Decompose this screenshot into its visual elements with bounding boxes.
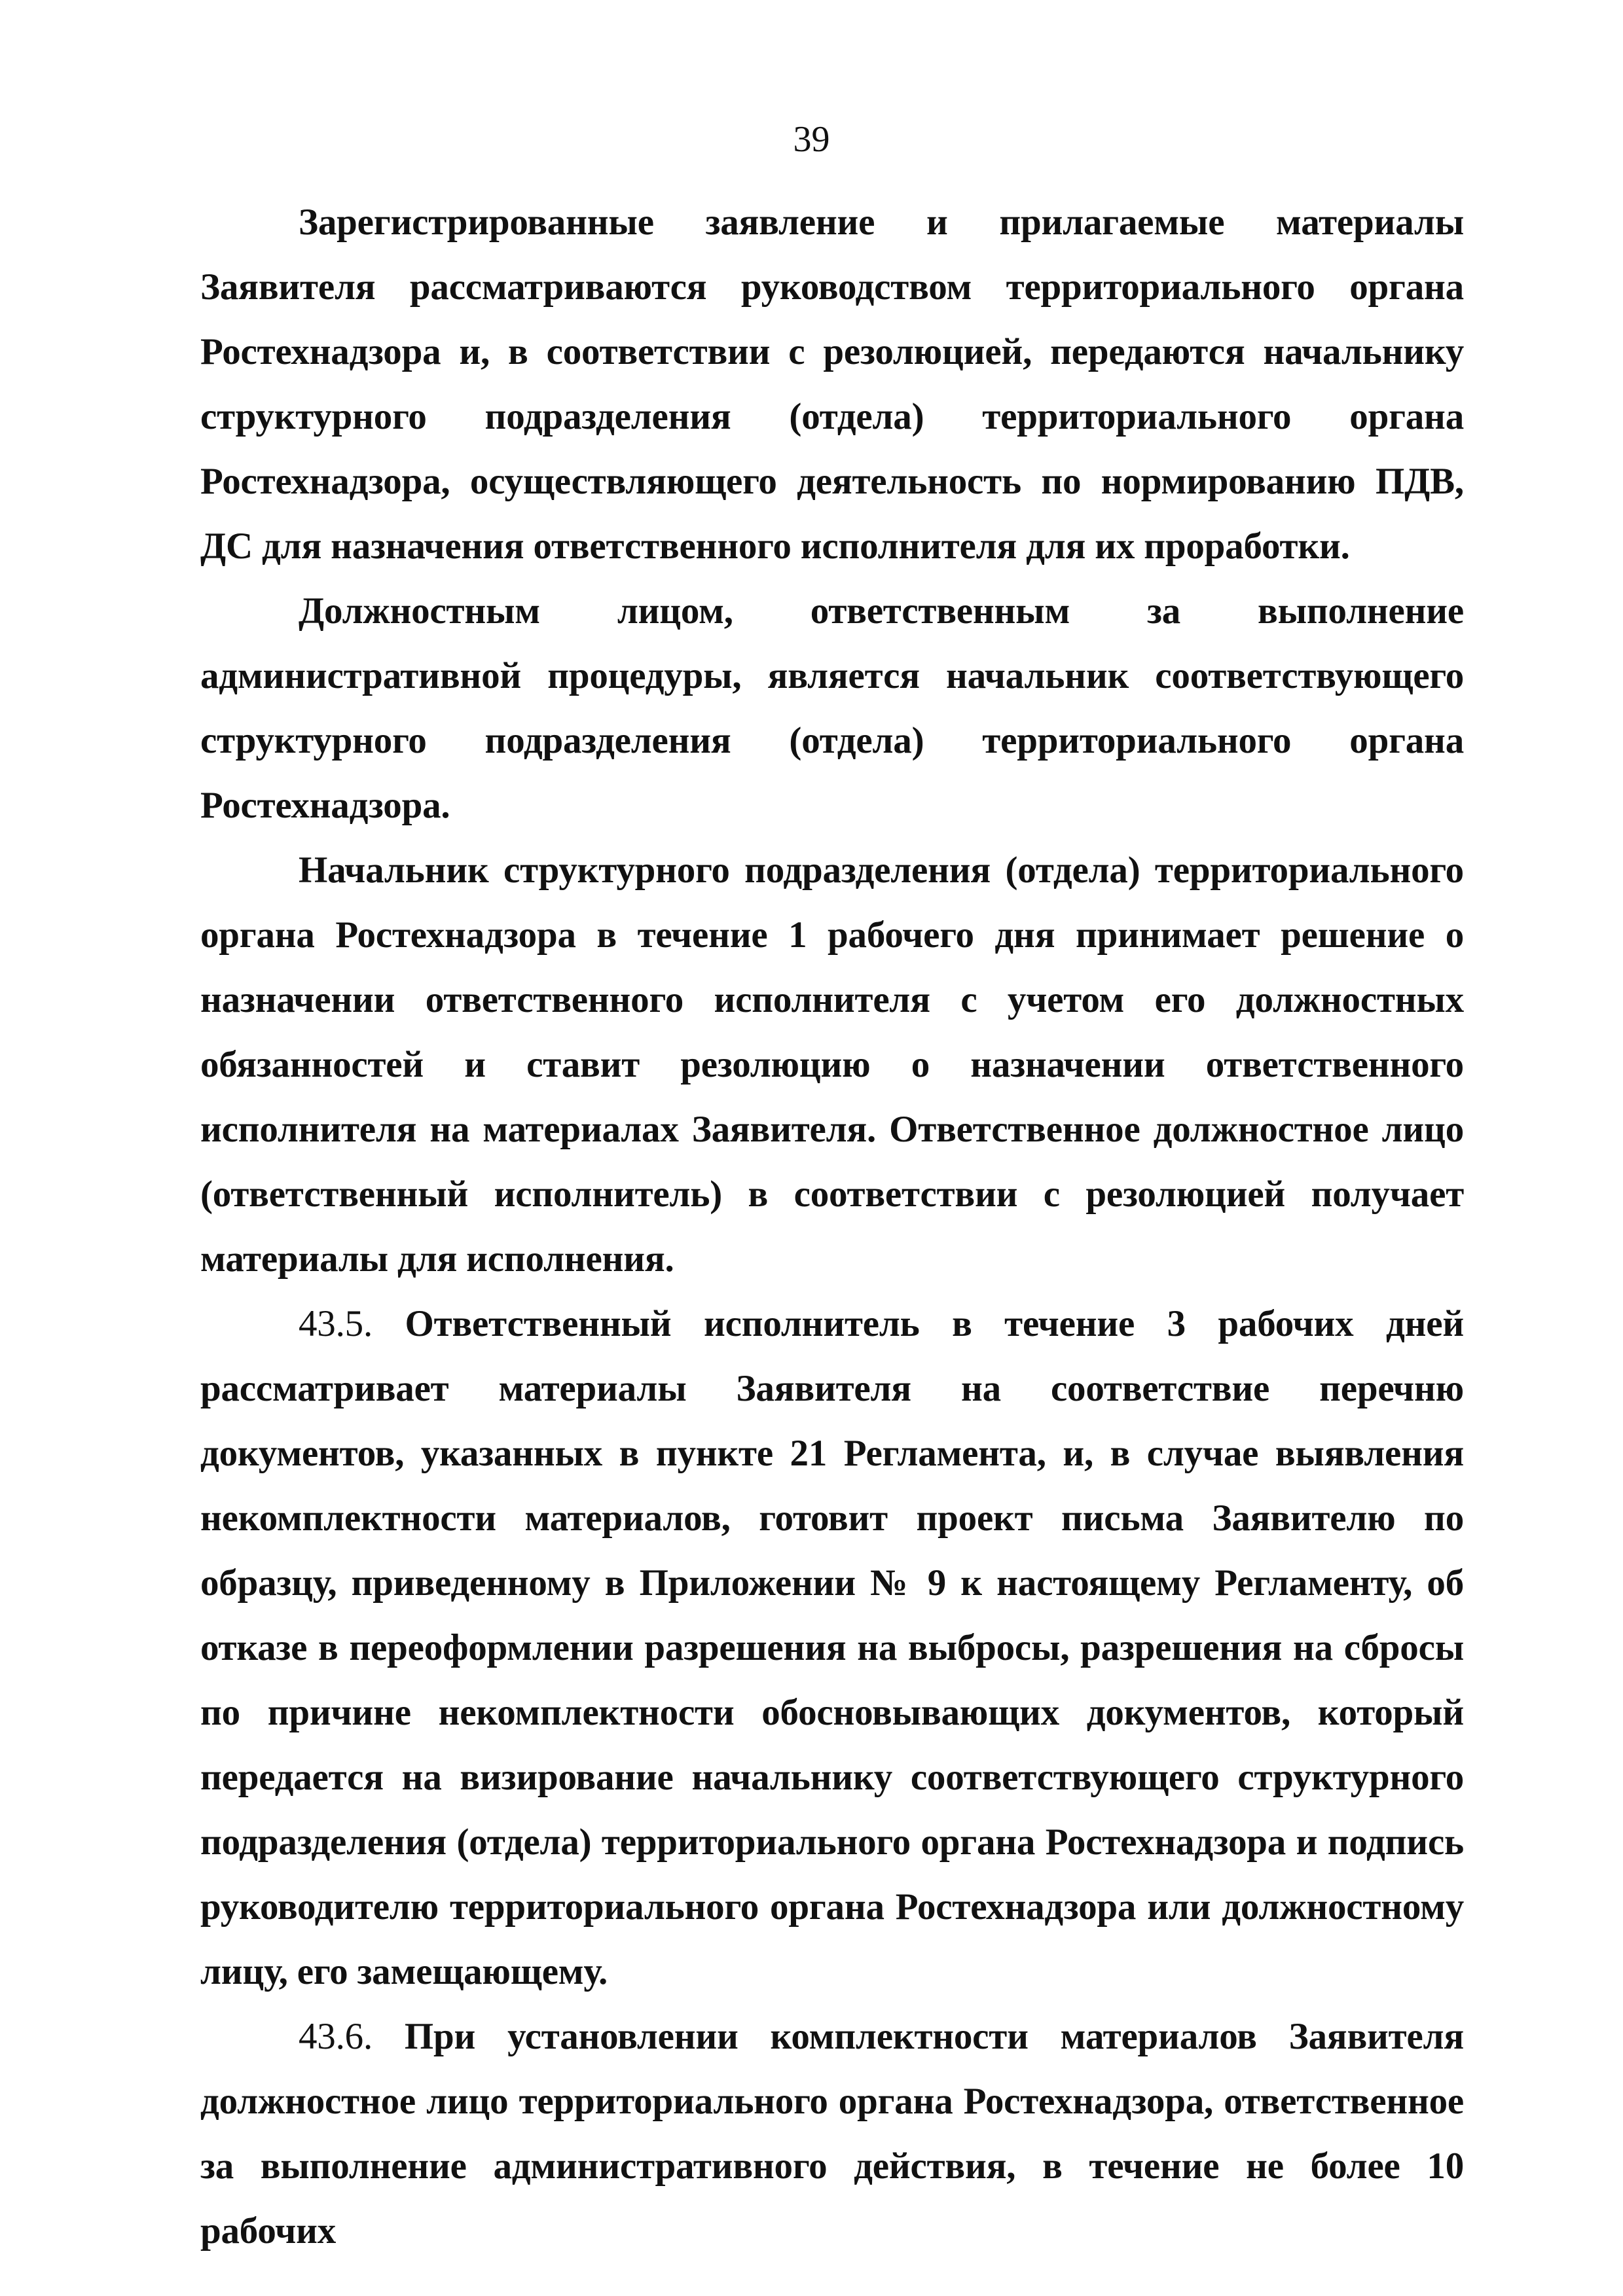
paragraph-text: Зарегистрированные заявление и прилагаемые материалы Заявителя рассматриваются руководством территориального органа Ростехнадзора и, в соответствии с резолюцией, передаются начальнику структурного подразделения (отдела) территориального органа Ростехнадзора, осуществляющего деятельность по нормированию ПДВ, ДС для назначения ответственного исполнителя для их проработки.	[200, 202, 1464, 567]
paragraph-responsible-official	[200, 579, 1464, 838]
paragraph-department-head	[200, 838, 1464, 1291]
paragraph-text: Начальник структурного подразделения (отдела) территориального органа Ростехнадзора в течение 1 рабочего дня принимает решение о назначении ответственного исполнителя с учетом его должностных обязанностей и ставит резолюцию о назначении ответственного исполнителя на материалах Заявителя. Ответственное должностное лицо (ответственный исполнитель) в соответствии с резолюцией получает материалы для исполнения.	[200, 850, 1464, 1280]
paragraph-text: Должностным лицом, ответственным за выполнение административной процедуры, является начальник соответствующего структурного подразделения (отдела) территориального органа Ростехнадзора.	[200, 590, 1464, 826]
page-number: 39	[793, 119, 830, 160]
paragraph-registration	[200, 190, 1464, 579]
paragraph-number: 43.5.	[299, 1303, 373, 1344]
paragraph-text: При установлении комплектности материалов Заявителя должностное лицо территориального органа Ростехнадзора, ответственное за выполнение административного действия, в течение не более 10 рабочих	[200, 2016, 1464, 2251]
paragraph-43-5	[200, 1291, 1464, 2004]
paragraph-text: Ответственный исполнитель в течение 3 рабочих дней рассматривает материалы Заявителя на соответствие перечню документов, указанных в пункте 21 Регламента, и, в случае выявления некомплектности материалов, готовит проект письма Заявителю по образцу, приведенному в Приложении № 9 к настоящему Регламенту, об отказе в переоформлении разрешения на выбросы, разрешения на сбросы по причине некомплектности обосновывающих документов, который передается на визирование начальнику соответствующего структурного подразделения (отдела) территориального органа Ростехнадзора и подпись руководителю территориального органа Ростехнадзора или должностному лицу, его замещающему.	[200, 1303, 1464, 1992]
document-body	[200, 190, 1464, 2263]
paragraph-43-6	[200, 2004, 1464, 2263]
paragraph-number: 43.6.	[299, 2016, 373, 2057]
